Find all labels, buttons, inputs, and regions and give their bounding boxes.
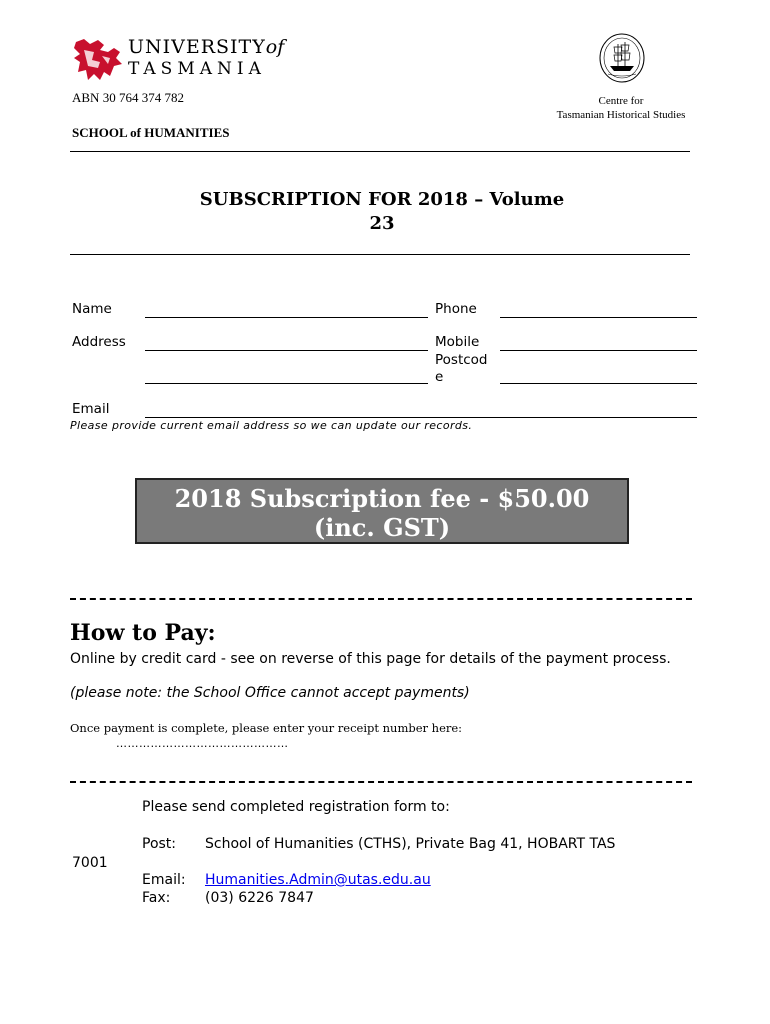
address-field-line-1[interactable]	[145, 350, 428, 351]
postcode-field[interactable]	[500, 383, 697, 384]
dashed-divider-1	[70, 598, 692, 600]
title-divider	[70, 254, 690, 255]
receipt-number-field[interactable]: ………………………………………	[116, 737, 289, 750]
university-name	[128, 36, 284, 58]
online-payment-text: Online by credit card - see on reverse of this page for details of the payment process.	[70, 651, 671, 667]
mobile-label: Mobile	[435, 334, 480, 350]
post-label: Post:	[142, 836, 177, 852]
university-lion-logo-icon	[70, 36, 126, 84]
tasmania-name: TASMANIA	[128, 59, 266, 79]
header-divider	[70, 151, 690, 152]
email-field[interactable]	[145, 417, 697, 418]
title-line-1: SUBSCRIPTION FOR 2018 – Volume	[199, 189, 565, 210]
ship-seal-icon	[598, 32, 646, 84]
name-field[interactable]	[145, 317, 428, 318]
send-instruction: Please send completed registration form to:	[142, 799, 450, 815]
email-link[interactable]: Humanities.Admin@utas.edu.au	[205, 872, 431, 888]
subscription-fee-box	[135, 478, 629, 544]
fax-label: Fax:	[142, 890, 171, 906]
phone-label: Phone	[435, 301, 477, 317]
email-contact-label: Email:	[142, 872, 186, 888]
receipt-instruction: Once payment is complete, please enter your receipt number here:	[70, 721, 463, 735]
phone-field[interactable]	[500, 317, 697, 318]
abn-number: ABN 30 764 374 782	[72, 90, 184, 105]
fee-line-2: (inc. GST)	[313, 513, 451, 542]
dashed-divider-2	[70, 781, 692, 783]
centre-line-2: Tasmanian Historical Studies	[556, 109, 686, 121]
fee-line-1: 2018 Subscription fee - $50.00	[174, 484, 590, 513]
email-label: Email	[72, 401, 110, 417]
address-label: Address	[72, 334, 126, 350]
school-name: SCHOOL of HUMANITIES	[72, 125, 230, 140]
university-name-text: UNIVERSITY	[128, 36, 266, 58]
post-address: School of Humanities (CTHS), Private Bag 41, HOBART TAS	[205, 836, 616, 852]
address-field-line-2[interactable]	[145, 383, 428, 384]
centre-line-1: Centre for	[598, 95, 644, 107]
page-title	[160, 188, 604, 236]
name-label: Name	[72, 301, 112, 317]
postcode-label-line-2: e	[435, 369, 444, 385]
payment-note: (please note: the School Office cannot accept payments)	[70, 685, 470, 701]
university-of-text: of	[265, 36, 285, 58]
title-line-2: 23	[369, 213, 395, 234]
post-code: 7001	[72, 855, 108, 871]
email-note: Please provide current email address so we can update our records.	[70, 419, 473, 432]
centre-name	[540, 94, 702, 122]
how-to-pay-heading: How to Pay:	[70, 620, 216, 646]
fax-number: (03) 6226 7847	[205, 890, 314, 906]
mobile-field[interactable]	[500, 350, 697, 351]
postcode-label-line-1: Postcod	[435, 352, 488, 368]
